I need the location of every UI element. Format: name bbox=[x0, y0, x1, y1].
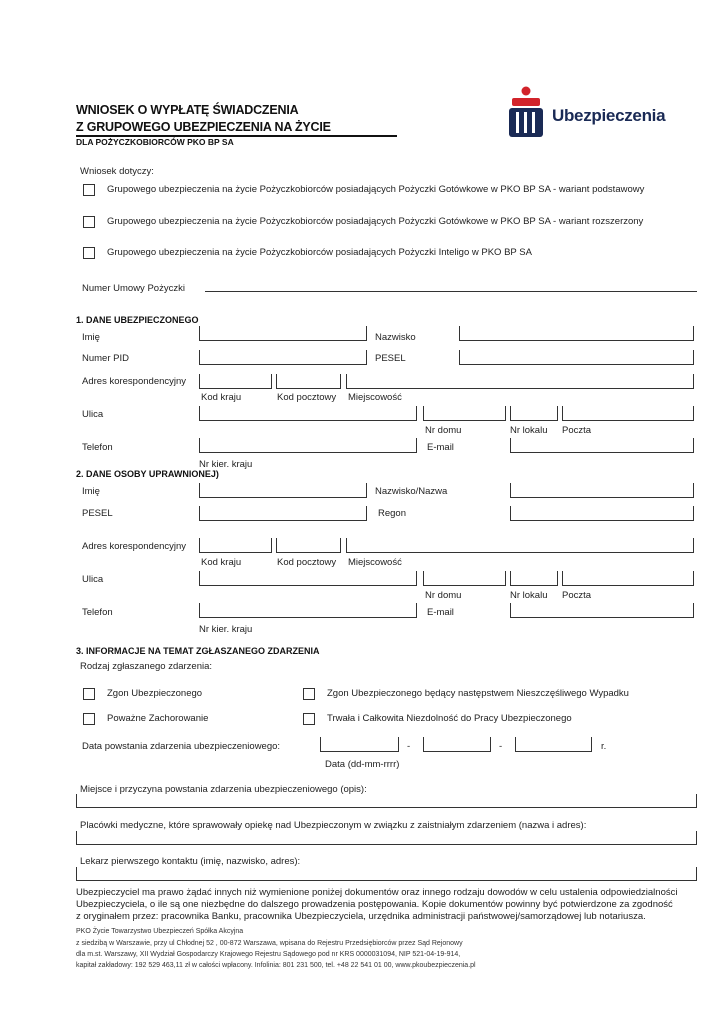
form-subtitle: DLA POŻYCZKOBIORCÓW PKO BP SA bbox=[76, 137, 234, 147]
date-suffix: r. bbox=[601, 741, 607, 752]
variant-basic-checkbox[interactable] bbox=[83, 184, 95, 196]
beneficiary-house-no-input[interactable] bbox=[423, 571, 506, 586]
company-line-3: dla m.st. Warszawy, XII Wydział Gospodarczy Krajowego Rejestru Sądowego pod nr KRS 0000031094, NIP 521-04-19-914, bbox=[76, 951, 461, 958]
beneficiary-street-input[interactable] bbox=[199, 571, 417, 586]
insured-postal-code-input[interactable] bbox=[276, 374, 341, 389]
insured-email-input[interactable] bbox=[510, 438, 694, 453]
beneficiary-city-input[interactable] bbox=[346, 538, 694, 553]
request-concerns-label: Wniosek dotyczy: bbox=[80, 166, 154, 177]
event-death-checkbox[interactable] bbox=[83, 688, 95, 700]
insured-city-label: Miejscowość bbox=[348, 392, 402, 403]
beneficiary-name-input[interactable] bbox=[199, 483, 367, 498]
event-accident-death-label: Zgon Ubezpieczonego będący następstwem Nieszczęśliwego Wypadku bbox=[327, 688, 629, 699]
place-cause-input[interactable] bbox=[76, 794, 697, 808]
insured-surname-input[interactable] bbox=[459, 326, 694, 341]
insured-house-no-label: Nr domu bbox=[425, 425, 462, 436]
beneficiary-email-input[interactable] bbox=[510, 603, 694, 618]
section1-heading: 1. DANE UBEZPIECZONEGO bbox=[76, 315, 199, 325]
first-doctor-label: Lekarz pierwszego kontaktu (imię, nazwisko, adres): bbox=[80, 856, 301, 867]
event-type-label: Rodzaj zgłaszanego zdarzenia: bbox=[80, 661, 213, 672]
event-illness-checkbox[interactable] bbox=[83, 713, 95, 725]
company-line-2: z siedzibą w Warszawie, przy ul Chłodnej 52 , 00-872 Warszawa, wpisana do Rejestru Przedsiębiorców przez Sąd Rejonowy bbox=[76, 940, 463, 947]
medical-facilities-label: Placówki medyczne, które sprawowały opiekę nad Ubezpieczonym w związku z zaistniałym zdarzeniem (nazwa i adres): bbox=[80, 820, 587, 831]
notice-line-3: z oryginałem przez: pracownika Banku, pracownika Ubezpieczyciela, urzędnika administracji państwowej/samorządowej lub notariusza. bbox=[76, 911, 646, 922]
insured-dial-code-label: Nr kier. kraju bbox=[199, 459, 253, 470]
insured-phone-input[interactable] bbox=[199, 438, 417, 453]
date-format-hint: Data (dd-mm-rrrr) bbox=[325, 759, 400, 770]
section2-heading: 2. DANE OSOBY UPRAWNIONEJ) bbox=[76, 469, 219, 479]
event-date-day-input[interactable] bbox=[320, 737, 399, 752]
date-separator-2: - bbox=[499, 741, 503, 752]
form-title-line1: WNIOSEK O WYPŁATĘ ŚWIADCZENIA bbox=[76, 103, 299, 117]
beneficiary-post-label: Poczta bbox=[562, 590, 592, 601]
beneficiary-pesel-input[interactable] bbox=[199, 506, 367, 521]
event-date-label: Data powstania zdarzenia ubezpieczeniowego: bbox=[82, 741, 281, 752]
insured-name-input[interactable] bbox=[199, 326, 367, 341]
event-disability-label: Trwała i Całkowita Niezdolność do Pracy Ubezpieczonego bbox=[327, 713, 572, 724]
insured-pesel-label: PESEL bbox=[375, 353, 406, 364]
beneficiary-email-label: E-mail bbox=[427, 607, 454, 618]
insured-flat-no-input[interactable] bbox=[510, 406, 558, 421]
notice-line-2: Ubezpieczyciela, o ile są one niezbędne do dalszego prowadzenia postępowania. Kopie dokumentów powinny być potwierdzone za zgodność bbox=[76, 899, 673, 910]
beneficiary-postal-code-input[interactable] bbox=[276, 538, 341, 553]
event-disability-checkbox[interactable] bbox=[303, 713, 315, 725]
insured-postal-code-label: Kod pocztowy bbox=[277, 392, 337, 403]
beneficiary-name-label: Imię bbox=[82, 486, 100, 497]
logo-text: Ubezpieczenia bbox=[552, 106, 666, 125]
beneficiary-phone-input[interactable] bbox=[199, 603, 417, 618]
insured-post-input[interactable] bbox=[562, 406, 694, 421]
insured-pid-input[interactable] bbox=[199, 350, 367, 365]
beneficiary-postal-code-label: Kod pocztowy bbox=[277, 557, 337, 568]
beneficiary-city-label: Miejscowość bbox=[348, 557, 402, 568]
insured-phone-label: Telefon bbox=[82, 442, 113, 453]
insured-country-code-input[interactable] bbox=[199, 374, 272, 389]
beneficiary-country-code-label: Kod kraju bbox=[201, 557, 242, 568]
beneficiary-address-label: Adres korespondencyjny bbox=[82, 541, 187, 552]
beneficiary-surname-input[interactable] bbox=[510, 483, 694, 498]
pko-logo-icon bbox=[506, 86, 546, 138]
inteligo-checkbox[interactable] bbox=[83, 247, 95, 259]
insured-surname-label: Nazwisko bbox=[375, 332, 416, 343]
insured-email-label: E-mail bbox=[427, 442, 454, 453]
insured-pesel-input[interactable] bbox=[459, 350, 694, 365]
date-separator-1: - bbox=[407, 741, 411, 752]
event-date-year-input[interactable] bbox=[515, 737, 592, 752]
insured-flat-no-label: Nr lokalu bbox=[510, 425, 548, 436]
first-doctor-input[interactable] bbox=[76, 867, 697, 881]
beneficiary-phone-label: Telefon bbox=[82, 607, 113, 618]
beneficiary-flat-no-label: Nr lokalu bbox=[510, 590, 548, 601]
event-date-month-input[interactable] bbox=[423, 737, 491, 752]
company-line-4: kapitał zakładowy: 192 529 463,11 zł w całości wpłacony. Infolinia: 801 231 500, tel. +48 22 541 01 00, www.pkoubezpieczenia.pl bbox=[76, 962, 476, 969]
insured-pid-label: Numer PID bbox=[82, 353, 129, 364]
form-title-line2: Z GRUPOWEGO UBEZPIECZENIA NA ŻYCIE bbox=[76, 120, 331, 134]
section3-heading: 3. INFORMACJE NA TEMAT ZGŁASZANEGO ZDARZENIA bbox=[76, 646, 320, 656]
notice-line-1: Ubezpieczyciel ma prawo żądać innych niż wymienione poniżej dokumentów oraz innego rodzaju dowodów w celu ustalenia odpowiedzialności bbox=[76, 887, 678, 898]
insured-house-no-input[interactable] bbox=[423, 406, 506, 421]
place-cause-label: Miejsce i przyczyna powstania zdarzenia ubezpieczeniowego (opis): bbox=[80, 784, 367, 795]
insured-street-label: Ulica bbox=[82, 409, 104, 420]
event-accident-death-checkbox[interactable] bbox=[303, 688, 315, 700]
insured-address-label: Adres korespondencyjny bbox=[82, 376, 187, 387]
beneficiary-regon-input[interactable] bbox=[510, 506, 694, 521]
insured-country-code-label: Kod kraju bbox=[201, 392, 242, 403]
loan-number-label: Numer Umowy Pożyczki bbox=[82, 283, 185, 294]
beneficiary-street-label: Ulica bbox=[82, 574, 104, 585]
insured-name-label: Imię bbox=[82, 332, 100, 343]
beneficiary-country-code-input[interactable] bbox=[199, 538, 272, 553]
beneficiary-dial-code-label: Nr kier. kraju bbox=[199, 624, 253, 635]
beneficiary-pesel-label: PESEL bbox=[82, 508, 113, 519]
loan-number-input[interactable] bbox=[205, 291, 697, 292]
beneficiary-house-no-label: Nr domu bbox=[425, 590, 462, 601]
beneficiary-surname-label: Nazwisko/Nazwa bbox=[375, 486, 448, 497]
insured-street-input[interactable] bbox=[199, 406, 417, 421]
event-death-label: Zgon Ubezpieczonego bbox=[107, 688, 203, 699]
insured-post-label: Poczta bbox=[562, 425, 592, 436]
variant-extended-checkbox[interactable] bbox=[83, 216, 95, 228]
company-line-1: PKO Życie Towarzystwo Ubezpieczeń Spółka Akcyjna bbox=[76, 928, 244, 935]
variant-basic-label: Grupowego ubezpieczenia na życie Pożyczkobiorców posiadających Pożyczki Gotówkowe w PKO BP SA - wariant podstawowy bbox=[107, 184, 645, 195]
medical-facilities-input[interactable] bbox=[76, 831, 697, 845]
inteligo-label: Grupowego ubezpieczenia na życie Pożyczkobiorców posiadających Pożyczki Inteligo w PKO BP SA bbox=[107, 247, 532, 258]
event-illness-label: Poważne Zachorowanie bbox=[107, 713, 209, 724]
beneficiary-post-input[interactable] bbox=[562, 571, 694, 586]
insured-city-input[interactable] bbox=[346, 374, 694, 389]
beneficiary-regon-label: Regon bbox=[378, 508, 406, 519]
variant-extended-label: Grupowego ubezpieczenia na życie Pożyczkobiorców posiadających Pożyczki Gotówkowe w PKO BP SA - wariant rozszerzony bbox=[107, 216, 644, 227]
beneficiary-flat-no-input[interactable] bbox=[510, 571, 558, 586]
